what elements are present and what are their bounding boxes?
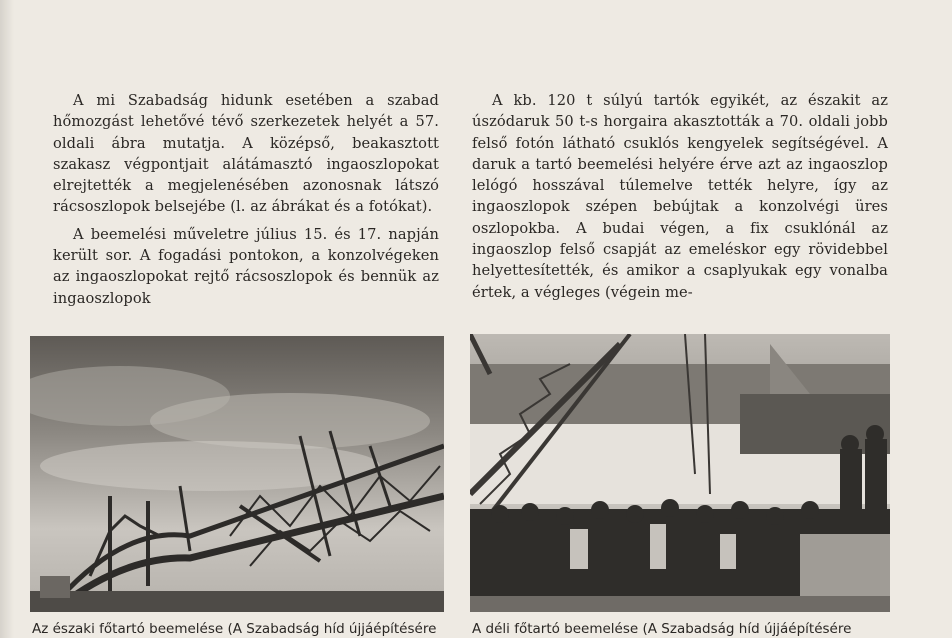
- north-girder-photo: [30, 336, 444, 612]
- photo-caption-right: A déli főtartó beemelése (A Szabadság híd újjáépítésére: [472, 621, 852, 637]
- paragraph: A kb. 120 t súlyú tartók egyikét, az északit az úszódaruk 50 t-s horgaira akasztották a 70. oldali jobb felső fotón látható csuklós kengyelek segítségével. A daruk a tartó beemelési helyére érve azt az ingaoszlop lelógó hosszával túlemelve tették helyre, így az ingaoszlopok szépen bebújtak a konzolvégi üres oszlopokba. A budai végen, a fix csuklónál az ingaoszlop felső csapját az emeléskor egy rövidebbel helyettesítették, és amikor a csaplyukak egy vonalba értek, a végleges (végein me-: [472, 92, 888, 301]
- bridge-lifting-image: [30, 336, 444, 612]
- page-gutter: [0, 0, 14, 638]
- text-column-right: [472, 90, 888, 303]
- crane-crowd-image: [470, 334, 890, 612]
- text-column-left: [53, 90, 439, 309]
- photo-caption-left: Az északi főtartó beemelése (A Szabadság híd újjáépítésére: [32, 621, 437, 637]
- paragraph: A mi Szabadság hidunk esetében a szabad hőmozgást lehetővé tévő szerkezetek helyét a 57. oldali ábra mutatja. A középső, beakasztott szakasz végpontjait alátámasztó ingaoszlopokat elrejtették a megjelenésében azonosnak látszó rácsoszlopok belsejébe (l. az ábrákat és a fotókat).: [53, 92, 439, 216]
- paragraph: A beemelési műveletre július 15. és 17. napján került sor. A fogadási pontokon, a konzolvégeken az ingaoszlopokat rejtő rácsoszlopok és bennük az ingaoszlopok: [53, 225, 439, 307]
- south-girder-photo: [470, 334, 890, 612]
